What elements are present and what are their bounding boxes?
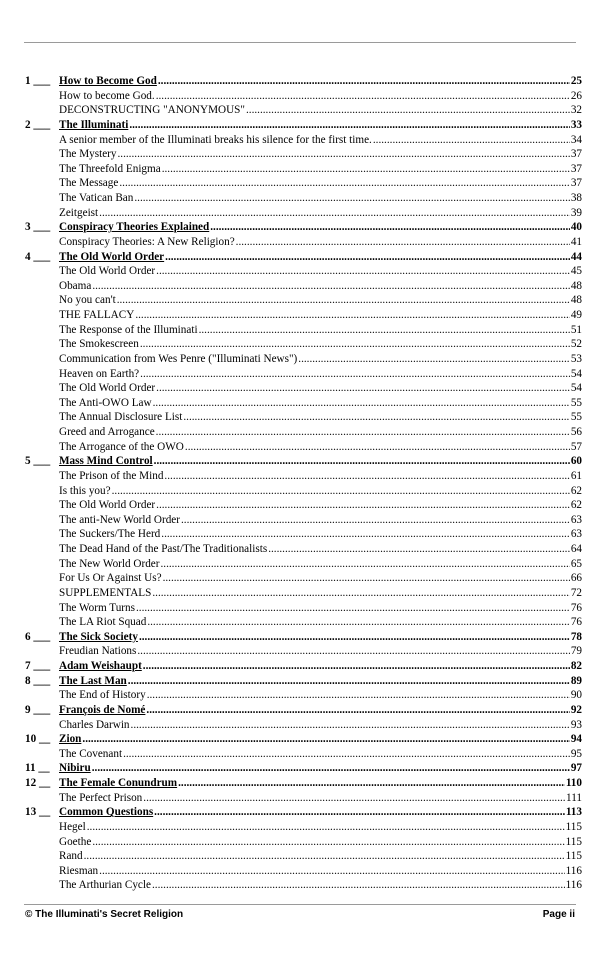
toc-entry-row[interactable] (25, 425, 582, 440)
toc-entry-title: The Covenant (59, 747, 123, 760)
toc-entry-title: The New World Order (59, 557, 160, 570)
toc-chapter-number: 1 ___ (25, 75, 51, 87)
toc-chapter-number: 2 ___ (25, 118, 51, 131)
toc-entry-title: The Arthurian Cycle (59, 879, 151, 892)
toc-entry-row[interactable] (25, 337, 582, 352)
dot-leader (135, 308, 570, 323)
toc-page-number: 26 (570, 89, 582, 102)
toc-chapter-row[interactable] (25, 454, 582, 469)
toc-entry-row[interactable] (25, 498, 582, 513)
toc-entry-row[interactable] (25, 264, 582, 279)
toc-page-number: 33 (570, 118, 582, 131)
toc-chapter-row[interactable] (25, 220, 582, 235)
toc-page-number: 111 (566, 791, 582, 804)
dot-leader (160, 557, 569, 572)
dot-leader (154, 805, 565, 820)
toc-page-number: 41 (570, 235, 582, 248)
dot-leader (162, 162, 570, 177)
toc-chapter-number: 3 ___ (25, 221, 51, 234)
toc-page-number: 55 (570, 396, 582, 409)
toc-page-number: 72 (570, 586, 582, 599)
toc-entry-row[interactable] (25, 747, 582, 762)
toc-entry-title: For Us Or Against Us? (59, 572, 162, 585)
dot-leader (140, 337, 570, 352)
toc-page-number: 78 (570, 630, 582, 643)
toc-chapter-title: Mass Mind Control (59, 455, 153, 468)
toc-page-number: 37 (570, 148, 582, 161)
toc-entry-title: Riesman (59, 864, 99, 877)
toc-entry-row[interactable] (25, 279, 582, 294)
toc-page-number: 38 (570, 192, 582, 204)
toc-page-number: 76 (570, 616, 582, 629)
toc-page-number: 62 (570, 499, 582, 512)
toc-entry-row[interactable] (25, 89, 582, 104)
toc-page-number: 54 (570, 367, 582, 380)
toc-page-number: 51 (570, 323, 582, 336)
table-of-contents (25, 74, 582, 893)
toc-chapter-title: Conspiracy Theories Explained (59, 221, 210, 234)
toc-entry-title: Charles Darwin (59, 718, 130, 731)
toc-entry-row[interactable] (25, 644, 582, 659)
toc-chapter-title: Adam Weishaupt (59, 660, 142, 672)
toc-page-number: 65 (570, 557, 582, 570)
dot-leader (165, 250, 570, 265)
dot-leader (164, 469, 569, 484)
dot-leader (183, 410, 569, 425)
toc-page-number: 40 (570, 221, 582, 234)
dot-leader (143, 659, 570, 674)
toc-entry-title: The Vatican Ban (59, 192, 134, 204)
toc-chapter-number: 12 __ (25, 777, 51, 789)
footer-page-number: Page ii (542, 909, 575, 920)
dot-leader (199, 323, 570, 338)
toc-chapter-row[interactable] (25, 250, 582, 265)
toc-page-number: 52 (570, 338, 582, 351)
dot-leader (163, 571, 570, 586)
dot-leader (92, 279, 570, 294)
toc-page-number: 25 (570, 75, 582, 87)
toc-entry-title: Greed and Arrogance (59, 426, 155, 438)
toc-page-number: 57 (570, 440, 582, 453)
toc-page-number: 44 (570, 250, 582, 263)
toc-page-number: 92 (570, 703, 582, 716)
toc-chapter-number: 8 ___ (25, 674, 51, 687)
toc-chapter-number: 7 ___ (25, 660, 51, 672)
toc-page-number: 63 (570, 513, 582, 526)
toc-entry-title: Is this you? (59, 484, 111, 497)
toc-entry-title: The Threefold Enigma (59, 162, 161, 175)
toc-chapter-title: Nibiru (59, 762, 91, 775)
toc-entry-title: The Prison of the Mind (59, 469, 164, 482)
toc-chapter-number: 4 ___ (25, 250, 51, 263)
toc-page-number: 39 (570, 206, 582, 219)
toc-page-number: 62 (570, 484, 582, 497)
dot-leader (137, 644, 569, 659)
toc-page-number: 90 (570, 689, 582, 702)
toc-page-number: 116 (565, 879, 582, 892)
toc-entry-row[interactable] (25, 586, 582, 601)
toc-entry-row[interactable] (25, 527, 582, 542)
toc-entry-title: Rand (59, 850, 83, 863)
toc-chapter-title: The Last Man (59, 674, 127, 687)
toc-entry-row[interactable] (25, 103, 582, 118)
dot-leader (178, 776, 565, 791)
dot-leader (140, 367, 570, 382)
toc-entry-row[interactable] (25, 469, 582, 484)
toc-entry-title: Zeitgeist (59, 206, 99, 219)
toc-entry-title: The End of History (59, 689, 146, 702)
toc-page-number: 61 (570, 469, 582, 482)
toc-entry-row[interactable] (25, 367, 582, 382)
toc-entry-row[interactable] (25, 176, 582, 191)
header-rule (24, 42, 576, 43)
toc-page-number: 63 (570, 528, 582, 541)
toc-page-number: 37 (570, 162, 582, 175)
toc-chapter-row[interactable] (25, 674, 582, 689)
dot-leader (128, 674, 570, 689)
dot-leader (136, 601, 570, 616)
toc-page-number: 95 (570, 747, 582, 760)
toc-entry-title: The Old World Order (59, 382, 156, 395)
toc-page-number: 110 (565, 777, 582, 789)
toc-page-number: 54 (570, 382, 582, 395)
toc-entry-row[interactable] (25, 147, 582, 162)
toc-page-number: 60 (570, 455, 582, 468)
dot-leader (298, 352, 570, 367)
toc-entry-title: The Mystery (59, 148, 117, 161)
dot-leader (147, 615, 569, 630)
toc-entry-title: The LA Riot Squad (59, 616, 147, 629)
toc-chapter-number: 9 ___ (25, 703, 51, 716)
dot-leader (156, 381, 570, 396)
dot-leader (112, 484, 570, 499)
toc-chapter-number: 11 __ (25, 762, 50, 775)
toc-chapter-row[interactable] (25, 74, 582, 89)
toc-page-number: 115 (565, 835, 582, 848)
toc-entry-row[interactable] (25, 557, 582, 572)
toc-entry-title: The Response of the Illuminati (59, 323, 198, 336)
toc-chapter-number: 10 __ (25, 733, 51, 746)
toc-entry-title: The anti-New World Order (59, 513, 180, 526)
dot-leader (156, 425, 570, 440)
dot-leader (210, 220, 570, 235)
toc-entry-title: Communication from Wes Penre ("Illuminati News") (59, 352, 298, 365)
toc-chapter-title: The Female Conundrum (59, 777, 178, 789)
dot-leader (156, 264, 570, 279)
toc-page-number: 66 (570, 572, 582, 585)
dot-leader (161, 527, 570, 542)
toc-entry-title: The Suckers/The Herd (59, 528, 161, 541)
toc-entry-title: The Smokescreen (59, 338, 139, 351)
dot-leader (181, 513, 570, 528)
toc-page-number: 97 (570, 762, 582, 775)
dot-leader (99, 864, 564, 879)
toc-chapter-title: The Illuminati (59, 118, 129, 131)
page-footer (25, 909, 575, 920)
toc-entry-row[interactable] (25, 849, 582, 864)
toc-entry-row[interactable] (25, 162, 582, 177)
toc-chapter-number: 6 ___ (25, 630, 51, 643)
toc-page-number: 48 (570, 279, 582, 292)
toc-entry-title: The Worm Turns (59, 601, 135, 614)
toc-entry-row[interactable] (25, 878, 582, 893)
toc-page-number: 113 (565, 806, 582, 819)
toc-page-number: 34 (570, 133, 582, 146)
toc-chapter-title: Common Questions (59, 806, 154, 819)
dot-leader (139, 630, 570, 645)
dot-leader (156, 89, 570, 104)
toc-page-number: 115 (565, 820, 582, 833)
toc-chapter-row[interactable] (25, 732, 582, 747)
dot-leader (146, 703, 569, 718)
toc-chapter-row[interactable] (25, 805, 582, 820)
toc-entry-title: The Anti-OWO Law (59, 396, 152, 409)
dot-leader (119, 176, 569, 191)
dot-leader (123, 747, 570, 762)
toc-entry-title: How to become God. (59, 89, 155, 102)
dot-leader (268, 542, 570, 557)
toc-entry-title: The Perfect Prison (59, 791, 143, 804)
toc-entry-title: The Message (59, 177, 119, 190)
dot-leader (87, 820, 565, 835)
dot-leader (246, 103, 570, 118)
toc-entry-row[interactable] (25, 133, 582, 148)
toc-entry-row[interactable] (25, 601, 582, 616)
dot-leader (236, 235, 570, 250)
toc-entry-title: The Arrogance of the OWO (59, 440, 184, 453)
toc-entry-title: Hegel (59, 820, 86, 833)
toc-entry-row[interactable] (25, 191, 582, 206)
toc-entry-row[interactable] (25, 484, 582, 499)
toc-page-number: 64 (570, 543, 582, 555)
dot-leader (185, 440, 570, 455)
toc-entry-row[interactable] (25, 293, 582, 308)
toc-page-number: 93 (570, 718, 582, 731)
toc-entry-row[interactable] (25, 820, 582, 835)
footer-copyright: © The Illuminati's Secret Religion (25, 909, 184, 920)
toc-page-number: 56 (570, 426, 582, 438)
toc-chapter-row[interactable] (25, 761, 582, 776)
toc-entry-row[interactable] (25, 410, 582, 425)
dot-leader (152, 586, 569, 601)
toc-entry-row[interactable] (25, 396, 582, 411)
dot-leader (84, 849, 565, 864)
toc-chapter-title: François de Nomé (59, 703, 146, 716)
toc-entry-title: SUPPLEMENTALS (59, 586, 152, 599)
toc-chapter-number: 5 ___ (25, 455, 51, 468)
toc-entry-row[interactable] (25, 308, 582, 323)
toc-entry-title: The Annual Disclosure List (59, 411, 183, 424)
toc-entry-row[interactable] (25, 791, 582, 806)
dot-leader (92, 835, 564, 850)
toc-entry-row[interactable] (25, 542, 582, 557)
toc-chapter-row[interactable] (25, 630, 582, 645)
dot-leader (156, 498, 570, 513)
toc-entry-row[interactable] (25, 381, 582, 396)
toc-chapter-title: How to Become God (59, 75, 157, 87)
toc-entry-title: DECONSTRUCTING "ANONYMOUS" (59, 104, 245, 117)
dot-leader (82, 732, 569, 747)
toc-entry-title: Obama (59, 279, 92, 292)
toc-page-number: 116 (565, 864, 582, 877)
toc-entry-title: The Old World Order (59, 265, 156, 278)
toc-chapter-row[interactable] (25, 659, 582, 674)
footer-rule (24, 904, 576, 905)
toc-page-number: 94 (570, 733, 582, 746)
dot-leader (134, 191, 569, 206)
toc-chapter-title: The Old World Order (59, 250, 165, 263)
toc-entry-title: A senior member of the Illuminati breaks his silence for the first time. (59, 133, 372, 146)
toc-chapter-title: Zion (59, 733, 82, 746)
toc-entry-title: Freudian Nations (59, 645, 137, 658)
dot-leader (373, 133, 570, 148)
toc-page-number: 53 (570, 352, 582, 365)
toc-entry-row[interactable] (25, 718, 582, 733)
toc-entry-row[interactable] (25, 440, 582, 455)
toc-page-number: 79 (570, 645, 582, 658)
toc-page-number: 89 (570, 674, 582, 687)
toc-page-number: 115 (565, 850, 582, 863)
toc-page-number: 48 (570, 294, 582, 307)
toc-entry-row[interactable] (25, 688, 582, 703)
toc-entry-row[interactable] (25, 571, 582, 586)
toc-entry-row[interactable] (25, 235, 582, 250)
toc-entry-title: Heaven on Earth? (59, 367, 140, 380)
toc-page-number: 32 (570, 104, 582, 117)
dot-leader (154, 454, 570, 469)
dot-leader (117, 293, 570, 308)
toc-entry-title: The Dead Hand of the Past/The Traditionalists (59, 543, 268, 555)
toc-entry-title: Conspiracy Theories: A New Religion? (59, 235, 235, 248)
toc-entry-row[interactable] (25, 323, 582, 338)
dot-leader (99, 206, 570, 221)
dot-leader (143, 791, 565, 806)
toc-entry-title: No you can't (59, 294, 116, 307)
toc-page-number: 76 (570, 601, 582, 614)
dot-leader (158, 74, 570, 89)
toc-entry-row[interactable] (25, 352, 582, 367)
dot-leader (129, 118, 569, 133)
dot-leader (147, 688, 570, 703)
toc-page-number: 49 (570, 309, 582, 321)
dot-leader (153, 396, 570, 411)
dot-leader (117, 147, 569, 162)
toc-entry-row[interactable] (25, 835, 582, 850)
dot-leader (92, 761, 570, 776)
toc-page-number: 45 (570, 265, 582, 278)
toc-page-number: 82 (570, 660, 582, 672)
dot-leader (152, 878, 565, 893)
toc-entry-row[interactable] (25, 513, 582, 528)
toc-chapter-row[interactable] (25, 118, 582, 133)
toc-entry-title: Goethe (59, 835, 92, 848)
toc-page-number: 55 (570, 411, 582, 424)
toc-entry-row[interactable] (25, 615, 582, 630)
toc-entry-row[interactable] (25, 864, 582, 879)
toc-entry-title: The Old World Order (59, 499, 156, 512)
toc-chapter-row[interactable] (25, 776, 582, 791)
toc-chapter-number: 13 __ (25, 806, 51, 819)
toc-entry-title: THE FALLACY (59, 309, 135, 321)
toc-chapter-row[interactable] (25, 703, 582, 718)
toc-page-number: 37 (570, 177, 582, 190)
dot-leader (131, 718, 570, 733)
toc-chapter-title: The Sick Society (59, 630, 138, 643)
toc-entry-row[interactable] (25, 206, 582, 221)
